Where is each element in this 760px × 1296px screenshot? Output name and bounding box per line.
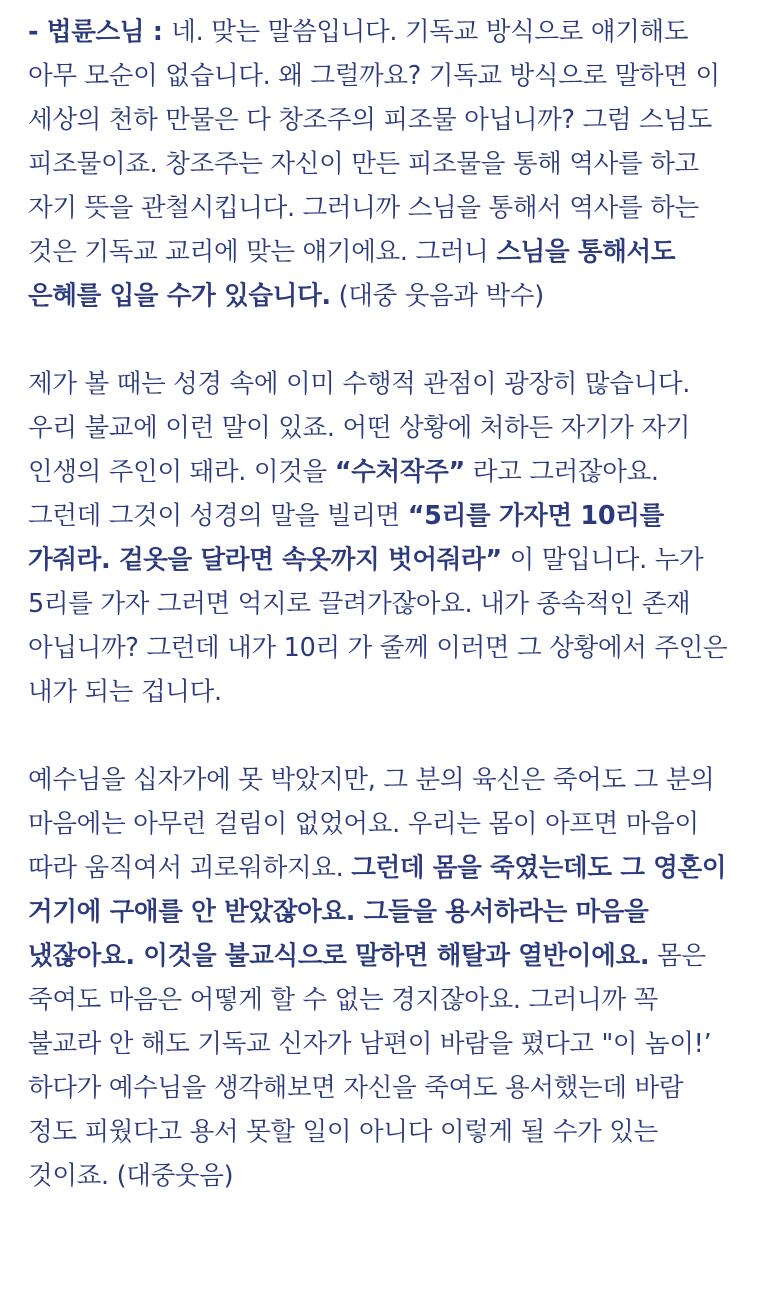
paragraph-1 — [28, 10, 736, 318]
bold-text-segment: “수처작주” — [334, 457, 465, 487]
text-segment: 이 말입니다. 누가 5리를 가자 그러면 억지로 끌려가잖아요. 내가 종속적인 존재 아닙니까? 그런데 내가 10리 가 줄께 이러면 그 상황에서 주인은 내가 되는 겁니다. — [28, 545, 728, 707]
bold-text-segment: 스님을 통해서도 은혜를 입을 수가 있습니다. — [28, 237, 676, 311]
text-segment: 제가 볼 때는 성경 속에 이미 수행적 관점이 광장히 많습니다. 우리 불교에 이런 말이 있죠. 어떤 상황에 처하든 자기가 자기 인생의 주인이 돼라. 이것을 — [28, 369, 691, 487]
text-segment: 네. 맞는 말씀입니다. 기독교 방식으로 얘기해도 아무 모순이 없습니다. 왜 그럴까요? 기독교 방식으로 말하면 이 세상의 천하 만물은 다 창조주의 피조물 아닙니까? 그럼 스님도 피조물이죠. 창조주는 자신이 만든 피조물을 통해 역사를 하고 자기 뜻을 관철시킵니다. 그러니까 스님을 통해서 역사를 하는 것은 기독교 교리에 맞는 얘기에요. 그러니 — [28, 17, 720, 267]
text-segment: 몸은 죽여도 마음은 어떻게 할 수 없는 경지잖아요. 그러니까 꼭 불교라 안 해도 기독교 신자가 남편이 바람을 폈다고 "이 놈이!’ 하다가 예수님을 생각해보면 자신을 죽여도 용서했는데 바람 정도 피웠다고 용서 못할 일이 아니다 이렇게 될 수가 있는 것이죠. (대중웃음) — [28, 941, 712, 1191]
paragraph-2 — [28, 362, 736, 714]
bold-text-segment: 그런데 몸을 죽였는데도 그 영혼이 거기에 구애를 안 받았잖아요. 그들을 용서하라는 마음을 냈잖아요. 이것을 불교식으로 말하면 해탈과 열반이에요. — [28, 853, 727, 971]
text-segment: (대중 웃음과 박수) — [330, 281, 544, 311]
paragraph-3 — [28, 758, 736, 1198]
bold-text-segment: “5리를 가자면 10리를 가줘라. 겉옷을 달라면 속옷까지 벗어줘라” — [28, 501, 664, 575]
text-segment: 라고 그러잖아요. 그런데 그것이 성경의 말을 빌리면 — [28, 457, 659, 531]
text-segment: 예수님을 십자가에 못 박았지만, 그 분의 육신은 죽어도 그 분의 마음에는 아무런 걸림이 없었어요. 우리는 몸이 아프면 마음이 따라 움직여서 괴로워하지요. — [28, 765, 715, 883]
speaker-label: - 법륜스님 : — [28, 17, 172, 47]
